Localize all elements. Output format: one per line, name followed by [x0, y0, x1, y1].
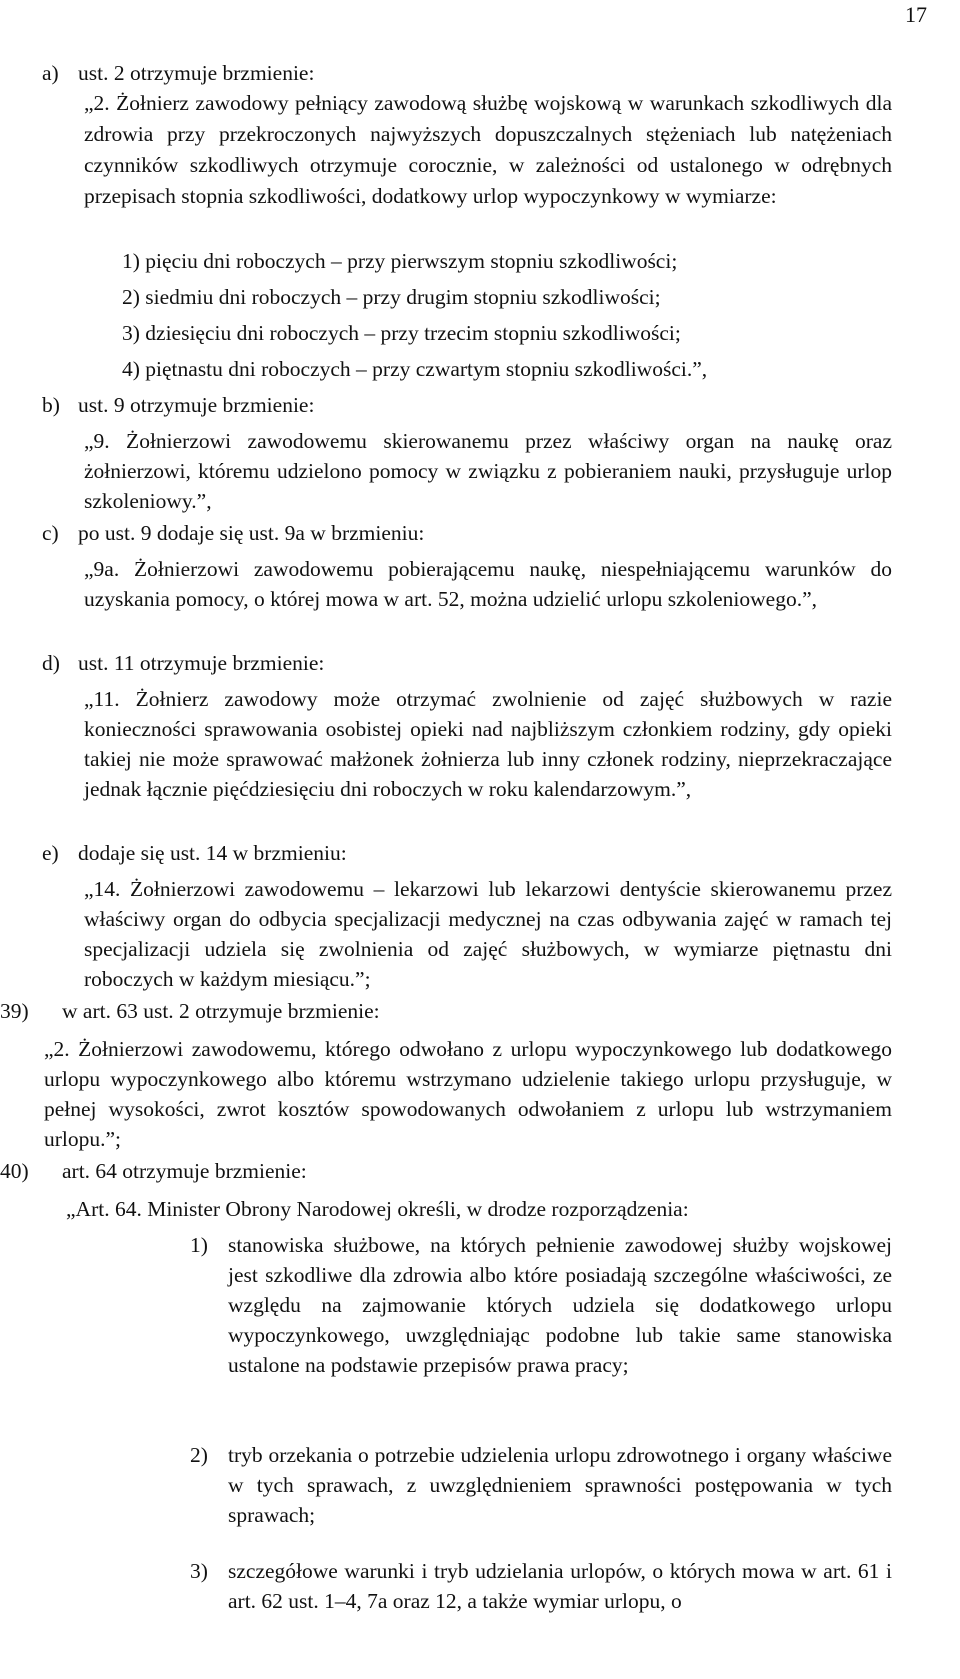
amendment-a-item-4: 4) piętnastu dni roboczych – przy czwartym stopniu szkodliwości.”,	[122, 357, 708, 381]
amendment-e-text: dodaje się ust. 14 w brzmieniu:	[78, 841, 347, 865]
item-40-point-1-text: stanowiska służbowe, na których pełnienie zawodowej służby wojskowej jest szkodliwe dla zdrowia albo które posiadają szczególne właściwości, ze względu na zajmowanie których udziela się dodatkowego urlopu wypoczynkowego, uwzględniając podobne lub takie same stanowiska ustalone na podstawie przepisów prawa pracy;	[228, 1233, 892, 1377]
item-40-label: 40)	[0, 1159, 29, 1183]
amendment-c-text: po ust. 9 dodaje się ust. 9a w brzmieniu:	[78, 521, 425, 545]
page-number: 17	[905, 2, 927, 27]
amendment-a-quote: „2. Żołnierz zawodowy pełniący zawodową służbę wojskową w warunkach szkodliwych dla zdrowia przy przekroczonych najwyższych dopuszczalnych stężeniach lub natężeniach czynników szkodliwych otrzymuje corocznie, w zależności od ustalonego w odrębnych przepisach stopnia szkodliwości, dodatkowy urlop wypoczynkowy w wymiarze:	[84, 91, 892, 208]
amendment-a-label: a)	[42, 61, 59, 85]
item-40-text: art. 64 otrzymuje brzmienie:	[62, 1159, 307, 1183]
amendment-d-quote: „11. Żołnierz zawodowy może otrzymać zwolnienie od zajęć służbowych w razie konieczności sprawowania osobistej opieki nad najbliższym członkiem rodziny, gdy opieki takiej nie może sprawować małżonek żołnierza lub inny członek rodziny, nieprzekraczające jednak łącznie pięćdziesięciu dni roboczych w roku kalendarzowym.”,	[84, 687, 892, 801]
item-39-label: 39)	[0, 999, 29, 1023]
amendment-d-text: ust. 11 otrzymuje brzmienie:	[78, 651, 325, 675]
amendment-a-text: ust. 2 otrzymuje brzmienie:	[78, 61, 315, 85]
item-39-quote: „2. Żołnierzowi zawodowemu, którego odwołano z urlopu wypoczynkowego lub dodatkowego urlopu wypoczynkowego albo któremu wstrzymano udzielenie takiego urlopu przysługuje, w pełnej wysokości, zwrot kosztów spowodowanych odwołaniem z urlopu lub wstrzymaniem urlopu.”;	[44, 1037, 892, 1151]
amendment-b-quote: „9. Żołnierzowi zawodowemu skierowanemu przez właściwy organ na naukę oraz żołnierzowi, któremu udzielono pomocy w związku z pobieraniem nauki, przysługuje urlop szkoleniowy.”,	[84, 429, 892, 513]
item-39-text: w art. 63 ust. 2 otrzymuje brzmienie:	[62, 999, 380, 1023]
amendment-d-label: d)	[42, 651, 60, 675]
item-40-point-2-text: tryb orzekania o potrzebie udzielenia urlopu zdrowotnego i organy właściwe w tych sprawach, z uwzględnieniem sprawności postępowania w tych sprawach;	[228, 1443, 892, 1527]
item-40-point-3-text: szczegółowe warunki i tryb udzielania urlopów, o których mowa w art. 61 i art. 62 ust. 1–4, 7a oraz 12, a także wymiar urlopu, o	[228, 1559, 892, 1613]
amendment-a-item-3: 3) dziesięciu dni roboczych – przy trzecim stopniu szkodliwości;	[122, 321, 681, 345]
item-40-point-1-num: 1)	[190, 1233, 208, 1257]
amendment-b-label: b)	[42, 393, 60, 417]
amendment-e-label: e)	[42, 841, 59, 865]
amendment-a-item-1: 1) pięciu dni roboczych – przy pierwszym stopniu szkodliwości;	[122, 249, 678, 273]
amendment-c-quote: „9a. Żołnierzowi zawodowemu pobierającemu naukę, niespełniającemu warunków do uzyskania pomocy, o której mowa w art. 52, można udzielić urlopu szkoleniowego.”,	[84, 557, 892, 611]
amendment-b-text: ust. 9 otrzymuje brzmienie:	[78, 393, 315, 417]
amendment-e-quote: „14. Żołnierzowi zawodowemu – lekarzowi lub lekarzowi dentyście skierowanemu przez właściwy organ do odbycia specjalizacji medycznej na czas odbywania zajęć w ramach tej specjalizacji udziela się zwolnienia od zajęć służbowych, w wymiarze piętnastu dni roboczych w każdym miesiącu.”;	[84, 877, 892, 991]
amendment-c-label: c)	[42, 521, 59, 545]
amendment-a-item-2: 2) siedmiu dni roboczych – przy drugim stopniu szkodliwości;	[122, 285, 661, 309]
item-40-point-2-num: 2)	[190, 1443, 208, 1467]
item-40-point-3-num: 3)	[190, 1559, 208, 1583]
item-40-quote-intro: „Art. 64. Minister Obrony Narodowej określi, w drodze rozporządzenia:	[66, 1197, 689, 1221]
